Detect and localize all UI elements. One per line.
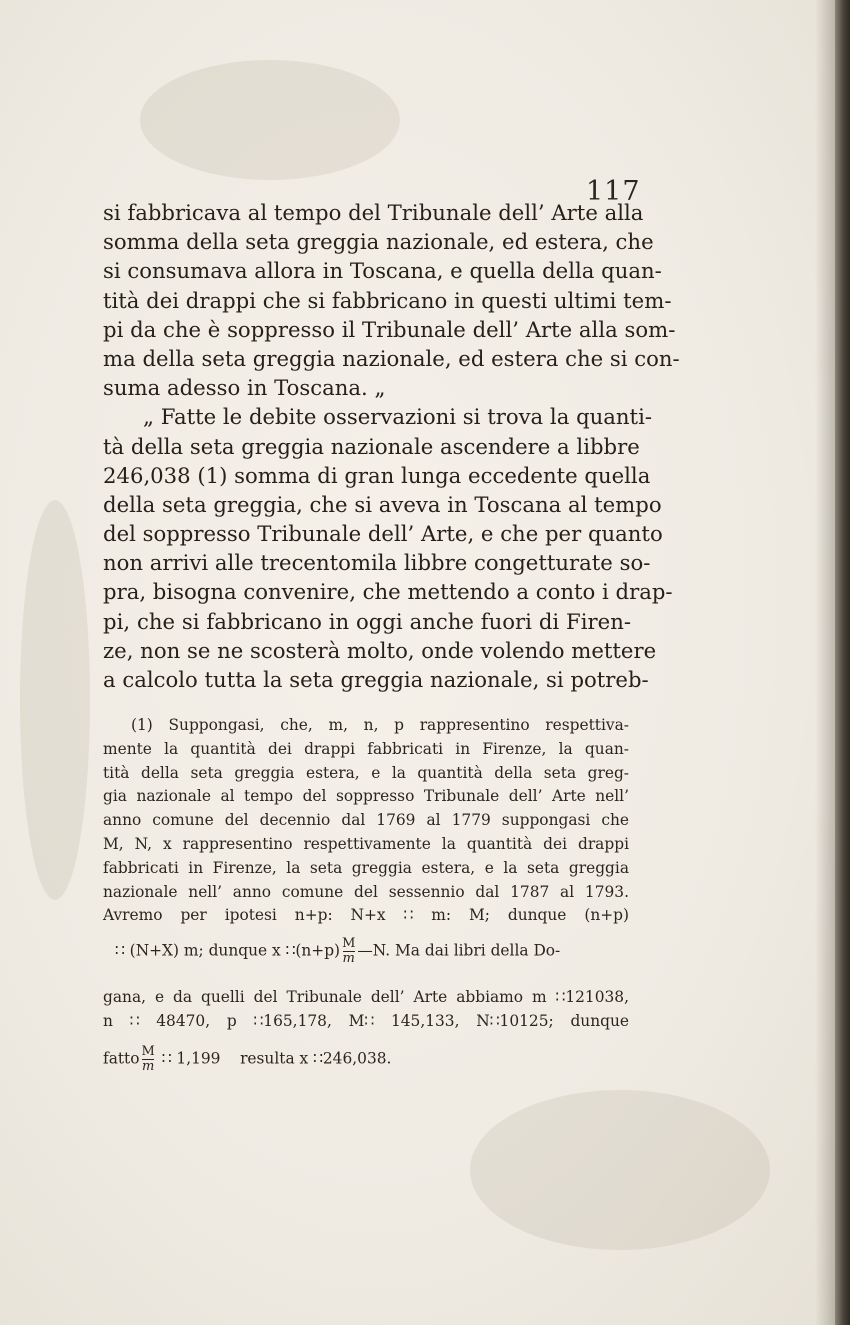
text-line: tità dei drappi che si fabbricano in questi ultimi tem- [103, 287, 672, 313]
footnote-line: gia nazionale al tempo del soppresso Tribunale dell’ Arte nell’ [103, 787, 629, 806]
footnote-line: nazionale nell’ anno comune del sessennio dal 1787 al 1793. [103, 882, 629, 901]
footnote-line: anno comune del decennio dal 1769 al 1779 suppongasi che [103, 811, 629, 830]
fraction-denominator: m [142, 1059, 155, 1074]
footnote-line: tità della seta greggia estera, e la quantità della seta greg- [103, 763, 629, 782]
text-line: si consumava allora in Toscana, e quella della quan- [103, 258, 662, 284]
result-ratio: ∷ 1,199 [161, 1049, 221, 1068]
text-line: non arrivi alle trecentomila libbre congetturate so- [103, 550, 651, 576]
text-line: somma della seta greggia nazionale, ed estera, che [103, 229, 654, 255]
paper-stain [140, 60, 400, 180]
text-line: pra, bisogna convenire, che mettendo a conto i drap- [103, 579, 673, 605]
text-line: del soppresso Tribunale dell’ Arte, e che per quanto [103, 521, 663, 547]
text-line: ma della seta greggia nazionale, ed estera che si con- [103, 345, 680, 371]
footnote-line: (1) Suppongasi, che, m, n, p rappresentino respettiva- [131, 716, 629, 734]
equation-right: —N. Ma dai libri della Do- [357, 941, 561, 960]
text-line: a calcolo tutta la seta greggia nazionale, si potreb- [103, 667, 649, 692]
fraction-denominator: m [342, 951, 355, 966]
text-line: ze, non se ne scosterà molto, onde volendo mettere [103, 637, 657, 663]
footnote-line: gana, e da quelli del Tribunale dell’ Arte abbiamo m ∷121038, [103, 988, 629, 1006]
text-line: si fabbricava al tempo del Tribunale dell’ Arte alla [103, 200, 644, 225]
result-prefix: fatto [103, 1049, 140, 1068]
text-line: „ Fatte le debite osservazioni si trova la quanti- [143, 404, 653, 430]
fraction-numerator: M [141, 1044, 155, 1059]
text-line: 246,038 (1) somma di gran lunga eccedente quella [103, 462, 651, 488]
text-line: pi, che si fabbricano in oggi anche fuori di Firen- [103, 608, 631, 634]
text-line: della seta greggia, che si aveva in Toscana al tempo [103, 491, 662, 517]
fraction-m-over-m [142, 1045, 155, 1074]
page-number: 117 [586, 176, 641, 207]
footnote-result [103, 1045, 523, 1074]
text-line: tà della seta greggia nazionale ascendere a libbre [103, 433, 640, 459]
footnote [103, 714, 629, 928]
footnote-line: n ∷ 48470, p ∷165,178, M∷ 145,133, N∷10125; dunque [103, 1012, 629, 1030]
footnote-line: Avremo per ipotesi n+p: N+x ∷ m: M; dunque (n+p) [103, 906, 629, 925]
main-text [103, 198, 680, 694]
fraction-m-over-m [342, 937, 355, 966]
fraction-numerator: M [342, 936, 356, 951]
footnote-line: mente la quantità dei drappi fabbricati in Firenze, la quan- [103, 739, 629, 758]
footnote-line: fabbricati in Firenze, la seta greggia estera, e la seta greggia [103, 858, 629, 877]
result-value: resulta x ∷246,038. [240, 1049, 392, 1068]
equation-left: ∷ (N+X) m; dunque x ∷(n+p) [115, 941, 341, 960]
footnote-equation [115, 937, 629, 977]
footnote-line: M, N, x rappresentino respettivamente la quantità dei drappi [103, 834, 629, 853]
paper-stain [470, 1090, 770, 1250]
page-edge-shadow [815, 0, 835, 1325]
book-edge [835, 0, 850, 1325]
text-line: pi da che è soppresso il Tribunale dell’ Arte alla som- [103, 316, 676, 342]
text-line: suma adesso in Toscana. „ [103, 375, 386, 401]
paper-stain [20, 500, 90, 900]
